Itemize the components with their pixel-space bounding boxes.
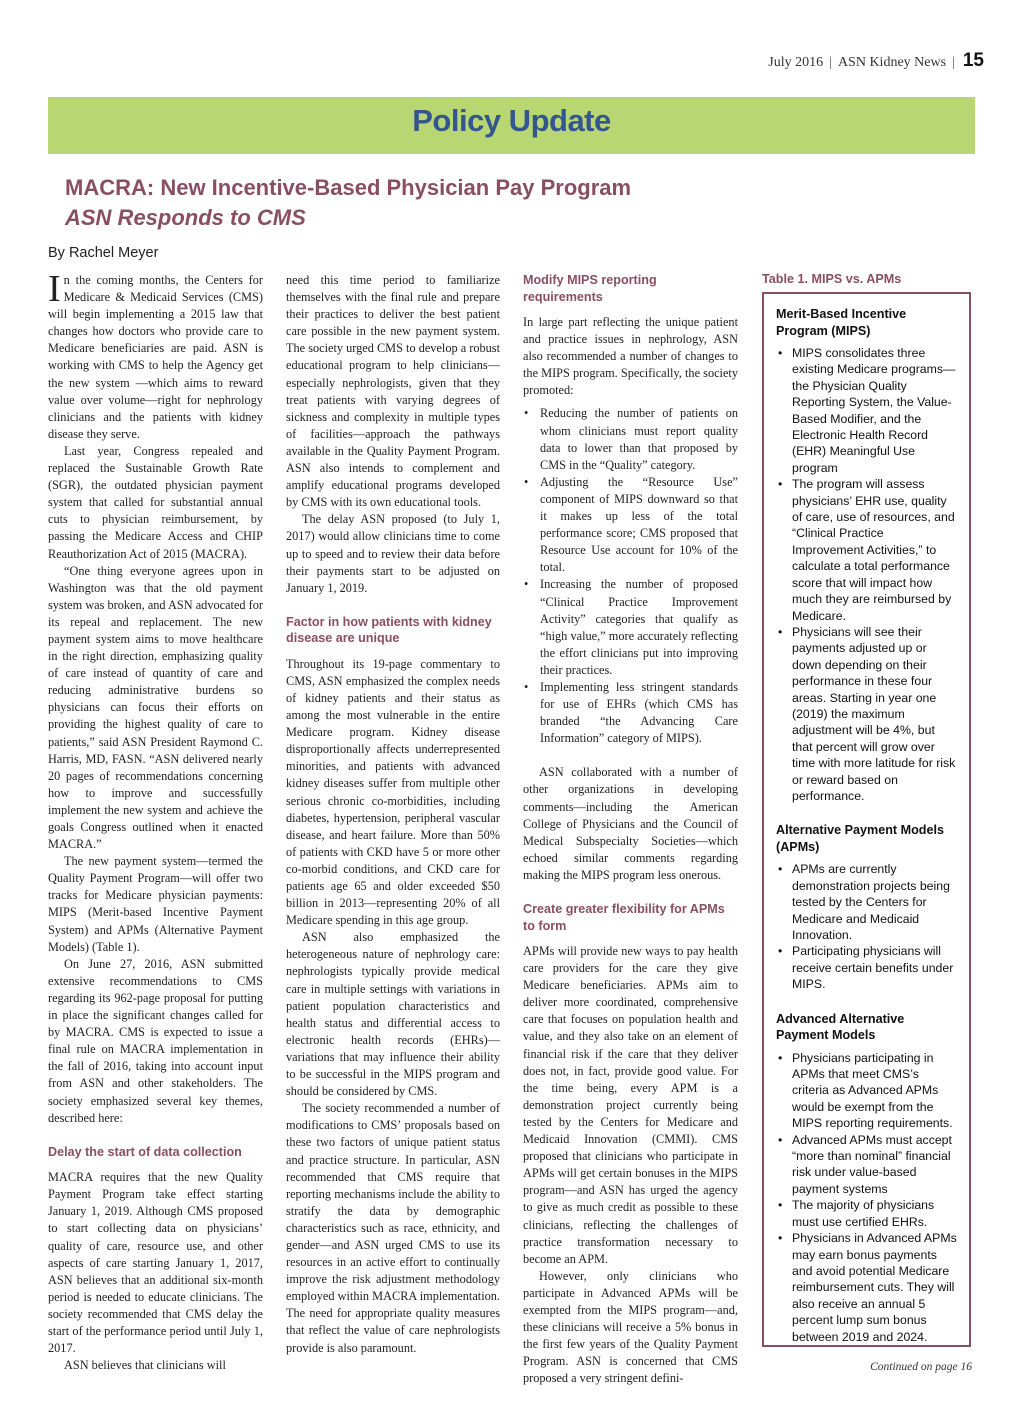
section-heading: Delay the start of data collection bbox=[48, 1144, 242, 1159]
paragraph: However, only clinicians who participate in Advanced APMs will be exempted from the MIPS program—and, these clinicians will receive a 5% bonus in the first few years of the Quality Payment Program. ASN is concerned that CMS proposed a very stringent defini- bbox=[523, 1268, 738, 1386]
continued-link[interactable]: Continued on page 16 bbox=[870, 1361, 972, 1373]
bullet-list bbox=[523, 405, 738, 747]
list-item bbox=[776, 476, 957, 624]
article-subhead: ASN Responds to CMS bbox=[65, 205, 306, 230]
list-item-text: The program will assess physicians’ EHR use, quality of care, use of resources, and “Clinical Practice Improvement Activities,” to calculate a total performance score that will impact how much they are reimbursed by Medicare. bbox=[792, 477, 955, 623]
paragraph-text: n the coming months, the Centers for Medicare & Medicaid Services (CMS) will begin implementing a 2015 law that changes how doctors who provide care to Medicare beneficiaries are paid. ASN is working with CMS to help the Agency get the new system —which aims to reward value over volume—right for nephrology clinicians and the patients with kidney disease they serve. bbox=[48, 273, 263, 441]
list-item bbox=[776, 943, 957, 992]
list-item-text: Physicians participating in APMs that meet CMS’s criteria as Advanced APMs would be exempt from the MIPS reporting requirements. bbox=[792, 1050, 953, 1131]
list-item-text: Advanced APMs must accept “more than nominal” financial risk under value-based payment systems bbox=[792, 1132, 952, 1196]
bullet-icon: • bbox=[524, 474, 529, 489]
list-item bbox=[776, 1197, 957, 1230]
paragraph: ASN collaborated with a number of other organizations in developing comments—including the American College of Physicians and the Council of Medical Subspecialty Societies—which echoed similar comments regarding making the MIPS program less onerous. bbox=[523, 765, 738, 882]
paragraph: In large part reflecting the unique patient and practice issues in nephrology, ASN also recommended a number of changes to the MIPS program. Specifically, the society promoted: bbox=[523, 315, 738, 398]
paragraph: On June 27, 2016, ASN submitted extensive recommendations to CMS regarding its 962-page proposal for putting in place the significant changes called for by MACRA. CMS is expected to issue a final rule on MACRA implementation in the fall of 2016, taking into account input from ASN and other stakeholders. The society emphasized several key themes, described here: bbox=[48, 956, 263, 1125]
bullet-icon: • bbox=[778, 1231, 783, 1246]
article-byline: By Rachel Meyer bbox=[48, 245, 159, 261]
bullet-icon: • bbox=[778, 1050, 783, 1065]
running-head bbox=[384, 50, 984, 72]
section-heading: Modify MIPS reporting requirements bbox=[523, 273, 657, 304]
bullet-icon: • bbox=[778, 944, 783, 959]
list-item-text: Implementing less stringent standards for use of EHRs (which CMS has branded “the Advancing Care Information” category of MIPS). bbox=[540, 679, 738, 746]
bullet-list bbox=[776, 861, 957, 992]
bullet-list bbox=[776, 1050, 957, 1345]
drop-cap: I bbox=[48, 268, 61, 310]
table-1-box bbox=[762, 292, 971, 1347]
paragraph: “One thing everyone agrees upon in Washington was that the old payment system was broken, and ASN advocated for its repeal and replacement. The new payment system aims to move healthcare in the right direction, emphasizing quality of care instead of quantity of care and reducing administrative burdens so physicians can focus their efforts on providing the highest quality of care to patients,” said ASN President Raymond C. Harris, MD, FASN. “ASN delivered nearly 20 pages of recommendations concerning how to improve and successfully implement the new system and achieve the goals Congress outlined when it enacted MACRA.” bbox=[48, 563, 263, 852]
separator: | bbox=[952, 55, 955, 70]
section-banner bbox=[48, 97, 975, 154]
list-item bbox=[776, 861, 957, 943]
paragraph bbox=[48, 268, 263, 443]
list-item-text: Adjusting the “Resource Use” component of MIPS downward so that it makes up less of the total performance score; CMS proposed that Resource Use account for 10% of the total. bbox=[540, 474, 738, 575]
paragraph: The society recommended a number of modifications to CMS’ proposals based on these two factors of unique patient status and practice structure. In particular, ASN recommended that CMS require that reporting mechanisms include the ability to stratify the data by demographic characteristics such as race, ethnicity, and gender—and ASN urged CMS to use its resources in an active effort to continually improve the risk adjustment methodology employed within MACRA implementation. The need for appropriate quality measures that reflect the value of care nephrologists provide is also paramount. bbox=[286, 1101, 500, 1355]
section-heading: Factor in how patients with kidney disease are unique bbox=[286, 614, 492, 646]
article-headline: MACRA: New Incentive-Based Physician Pay Program bbox=[65, 175, 632, 200]
paragraph: MACRA requires that the new Quality Payment Program take effect starting January 1, 2019. Although CMS proposed to start collecting data on physicians’ quality of care, resource use, and other aspects of care starting January 1, 2017, ASN believes that an additional six-month period is needed to educate clinicians. The society recommended that CMS delay the start of the performance period until July 1, 2017. bbox=[48, 1170, 263, 1356]
section-title: Policy Update bbox=[412, 103, 611, 138]
paragraph: Last year, Congress repealed and replaced the Sustainable Growth Rate (SGR), the outdated physician payment system that called for substantial annual cuts to physician reimbursement, by passing the Medicare Access and CHIP Reauthorization Act of 2015 (MACRA). bbox=[48, 443, 263, 561]
publication-name: ASN Kidney News bbox=[837, 55, 947, 70]
page-number: 15 bbox=[962, 50, 984, 71]
list-item bbox=[523, 576, 738, 679]
list-item bbox=[776, 1230, 957, 1345]
column-3 bbox=[523, 272, 738, 1387]
section-heading: Create greater flexibility for APMs to form bbox=[523, 902, 725, 933]
list-item-text: The majority of physicians must use certified EHRs. bbox=[792, 1198, 935, 1229]
paragraph: Throughout its 19-page commentary to CMS, ASN emphasized the complex needs of kidney patients and their status as among the most vulnerable in the entire Medicare program. Kidney disease disproportionally affects underrepresented minorities, and patients with advanced kidney diseases suffer from multiple other serious chronic co-morbidities, including diabetes, hypertension, peripheral vascular disease, and heart failure. More than 50% of patients with CKD have 5 or more other co-morbid conditions, and CKD care for patients age 65 and older exceeded $50 billion in 2013—representing 20% of all Medicare spending in this age group. bbox=[286, 656, 500, 928]
bullet-icon: • bbox=[778, 477, 783, 492]
list-item bbox=[523, 679, 738, 747]
list-item-text: Participating physicians will receive certain benefits under MIPS. bbox=[792, 944, 954, 992]
list-item-text: Reducing the number of patients on whom clinicians must report quality data to lower than that proposed by CMS in the “Quality” category. bbox=[540, 406, 738, 472]
paragraph: ASN also emphasized the heterogeneous nature of nephrology care: nephrologists typically provide medical care in multiple settings with variations in patient population characteristics and health status and differential access to electronic health records (EHRs)—variations that may influence their ability to be successful in the MIPS program and should be considered by CMS. bbox=[286, 930, 500, 1099]
bullet-icon: • bbox=[778, 1132, 783, 1147]
list-item bbox=[776, 1050, 957, 1132]
list-item-text: Physicians in Advanced APMs may earn bonus payments and avoid potential Medicare reimbursement cuts. They will also receive an annual 5 percent lump sum bonus between 2019 and 2024. bbox=[792, 1231, 957, 1344]
column-2 bbox=[286, 272, 500, 1357]
list-item-text: APMs are currently demonstration projects being tested by the Centers for Medicare and Medicaid Innovation. bbox=[792, 862, 950, 942]
bullet-icon: • bbox=[524, 679, 529, 694]
paragraph: need this time period to familiarize themselves with the final rule and prepare their practices to deliver the best patient care possible in the new payment system. The society urged CMS to develop a robust educational program to help clinicians—especially nephrologists, given that they treat patients with varying degrees of sickness and complexity in multiple types of facilities—approach the pathways available in the Quality Payment Program. ASN also intends to complement and amplify educational programs developed by CMS with its own educational tools. bbox=[286, 273, 500, 510]
bullet-icon: • bbox=[778, 1198, 783, 1213]
bullet-icon: • bbox=[778, 346, 783, 360]
paragraph: The delay ASN proposed (to July 1, 2017) would allow clinicians time to come up to speed and to review their data before their payments start to be adjusted on January 1, 2019. bbox=[286, 512, 500, 595]
bullet-list bbox=[776, 345, 957, 804]
bullet-icon: • bbox=[778, 624, 783, 639]
list-item bbox=[776, 345, 957, 476]
table-section-heading: Merit-Based Incentive Program (MIPS) bbox=[776, 307, 907, 338]
table-section-heading: Alternative Payment Models (APMs) bbox=[776, 823, 944, 854]
paragraph: ASN believes that clinicians will bbox=[64, 1358, 226, 1373]
column-1 bbox=[48, 268, 263, 1374]
separator: | bbox=[829, 55, 832, 70]
list-item bbox=[776, 1132, 957, 1198]
list-item bbox=[523, 405, 738, 473]
list-item-text: MIPS consolidates three existing Medicare programs—the Physician Quality Reporting System, the Value-Based Modifier, and the Electronic Health Record (EHR) Meaningful Use program bbox=[792, 346, 956, 475]
bullet-icon: • bbox=[778, 862, 783, 877]
bullet-icon: • bbox=[524, 406, 529, 421]
bullet-icon: • bbox=[524, 577, 529, 592]
table-caption: Table 1. MIPS vs. APMs bbox=[762, 272, 902, 286]
paragraph: APMs will provide new ways to pay health care providers for the care they give Medicare beneficiaries. APMs aim to deliver more coordinated, comprehensive care that focuses on population health and value, and they also take on an element of financial risk if the care that they deliver does not, in fact, provide good value. For the time being, every APM is a demonstration project currently being tested by the Centers for Medicare and Medicaid Innovation (CMMI). CMS proposed that clinicians who participate in APMs will get certain bonuses in the MIPS program—and ASN has urged the agency to give as much credit as possible to these clinicians, reflecting the challenges of practice transformation necessary to become an APM. bbox=[523, 944, 738, 1266]
paragraph: The new payment system—termed the Quality Payment Program—will offer two tracks for Medicare physician payments: MIPS (Merit-based Incentive Payment System) and APMs (Alternative Payment Models) (Table 1). bbox=[48, 854, 263, 954]
issue-date: July 2016 bbox=[768, 55, 824, 70]
list-item bbox=[776, 624, 957, 804]
list-item-text: Physicians will see their payments adjusted up or down depending on their performance in these four areas. Starting in year one (2019) the maximum adjustment will be 4%, but that percent will grow over time with more latitude for risk or reward based on performance. bbox=[792, 624, 956, 803]
table-section-heading: Advanced Alternative Payment Models bbox=[776, 1011, 905, 1043]
list-item-text: Increasing the number of proposed “Clinical Practice Improvement Activity” categories that qualify as “high value,” more accurately reflecting the effort clinicians put into improving their practices. bbox=[540, 577, 738, 677]
list-item bbox=[523, 474, 738, 577]
